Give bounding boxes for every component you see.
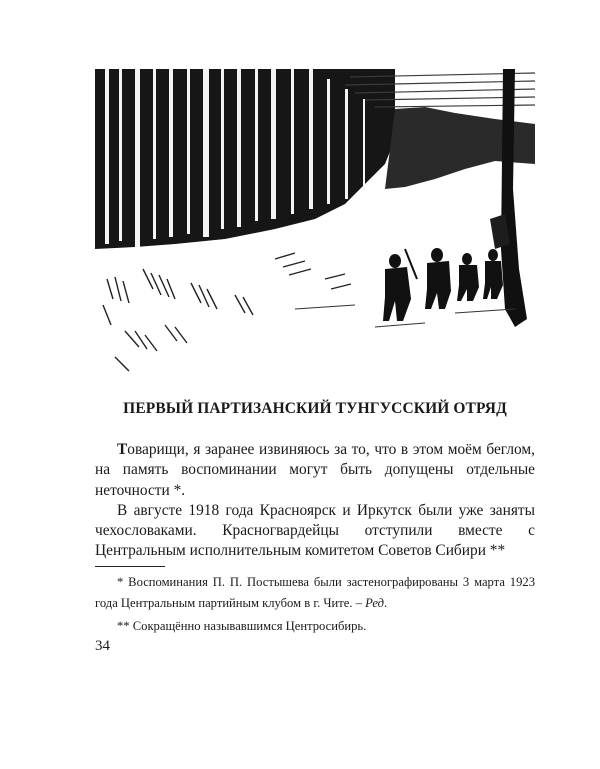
chapter-title: ПЕРВЫЙ ПАРТИЗАНСКИЙ ТУНГУССКИЙ ОТРЯД [123,400,507,417]
paragraph-1 [95,440,535,501]
footnote-1-text: * Воспоминания П. П. Постышева были застенографированы 3 марта 1923 года Центральным партийным клубом в г. Чите. – [95,575,535,610]
paragraph-2: В августе 1918 года Красноярск и Иркутск были уже заняты чехословаками. Красногвардейцы отступили вместе с Центральным исполнительным комитетом Советов Сибири ** [95,501,535,560]
footnote-1 [95,572,535,613]
footnotes [95,572,535,637]
winter-forest-partisans-illustration [95,69,535,387]
page-number: 34 [95,638,110,654]
body-text [95,440,535,562]
footnote-1-editor: Ред [365,595,385,610]
footnote-divider [95,566,165,567]
footnote-2: ** Сокращённо называвшимся Центросибирь. [117,619,367,633]
footnote-1-end: . [384,595,388,610]
paragraph-1-text: оварищи, я заранее извиняюсь за то, что в этом моём беглом, на память воспоминании могут быть допущены отдельные неточности *. [95,441,535,499]
dropcap-letter: Т [117,441,128,458]
